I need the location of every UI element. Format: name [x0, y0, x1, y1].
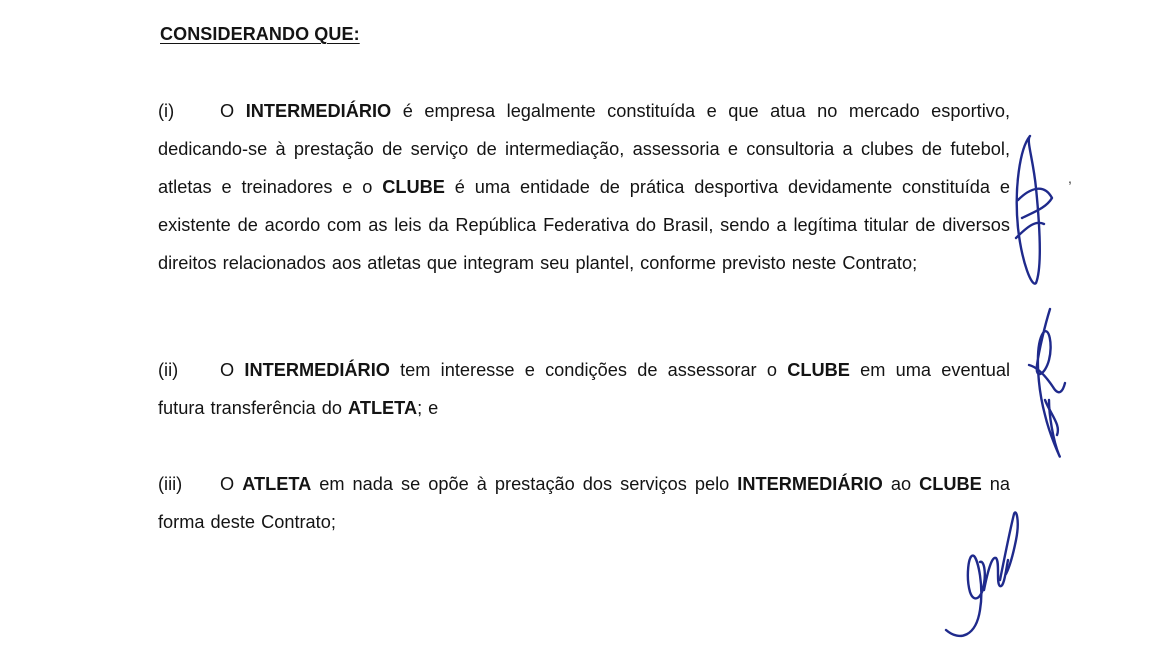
signature-initial-3 [940, 500, 1030, 645]
clause-text-part: tem interesse e condições de assessorar o [389, 360, 788, 380]
signature-initial-2 [1015, 305, 1075, 470]
clause-text-part: é uma entidade de prática desportiva devidamente constituída e existente de acordo com as leis da República Federativa do Brasil, sendo a legítima titular de diversos direitos relacionados aos atletas que integram seu plantel, conforme previsto neste Contrato; [158, 177, 1010, 273]
clause-bold-term: ATLETA [242, 474, 312, 494]
clause-number: (i) [158, 101, 175, 121]
clause-text-part: ; e [417, 398, 439, 418]
clause-bold-term: ATLETA [348, 398, 418, 418]
signature-initial-1 [1000, 128, 1060, 298]
clause-number: (iii) [158, 474, 183, 494]
clause-text-part: é empresa legalmente constituída e que atua no mercado esportivo, dedicando-se à prestação de serviço de intermediação, assessoria e consultoria a clubes de futebol, atletas e treinadores e o [158, 101, 1011, 197]
clause-iii [158, 465, 1010, 541]
clause-ii [158, 351, 1010, 427]
clause-text-part: em nada se opõe à prestação dos serviços pelo [311, 474, 738, 494]
clause-number: (ii) [158, 360, 179, 380]
clause-text-part: O [220, 474, 243, 494]
clause-text-part: O [220, 360, 245, 380]
clause-bold-term: INTERMEDIÁRIO [245, 101, 392, 121]
scan-speck: , [1068, 170, 1072, 186]
section-heading: CONSIDERANDO QUE: [160, 24, 360, 44]
clause-i [158, 92, 1010, 282]
clause-bold-term: INTERMEDIÁRIO [244, 360, 390, 380]
clause-bold-term: INTERMEDIÁRIO [737, 474, 883, 494]
clause-text-part: na forma deste Contrato; [158, 474, 1011, 532]
clause-bold-term: CLUBE [787, 360, 850, 380]
clause-bold-term: CLUBE [919, 474, 982, 494]
clause-text-part: ao [882, 474, 920, 494]
clause-text-part: O [220, 101, 246, 121]
clause-bold-term: CLUBE [382, 177, 445, 197]
clause-text-part: em uma eventual futura transferência do [158, 360, 1010, 418]
